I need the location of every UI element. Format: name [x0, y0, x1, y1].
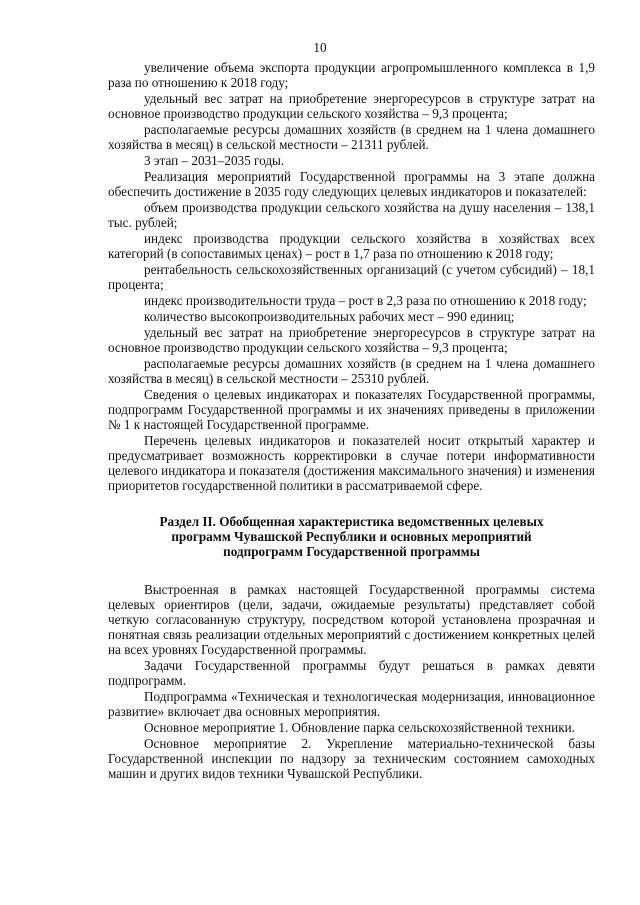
paragraph: объем производства продукции сельского хозяйства на душу населения – 138,1 тыс. рублей;: [108, 200, 595, 230]
paragraph: располагаемые ресурсы домашних хозяйств (в среднем на 1 члена домашнего хозяйства в месяц) в сельской местности – 21311 рублей.: [108, 122, 595, 152]
section-heading-line: программ Чувашской Республики и основных мероприятий: [171, 529, 532, 544]
paragraph: 3 этап – 2031–2035 годы.: [144, 153, 285, 168]
page-number: 10: [313, 40, 327, 55]
paragraph: располагаемые ресурсы домашних хозяйств (в среднем на 1 члена домашнего хозяйства в месяц) в сельской местности – 25310 рублей.: [108, 356, 595, 386]
paragraph: Подпрограмма «Техническая и технологическая модернизация, инновационное развитие» включает два основных мероприятия.: [108, 689, 595, 719]
paragraph: Основное мероприятие 2. Укрепление материально-технической базы Государственной инспекции по надзору за техническим состоянием самоходных машин и других видов техники Чувашской Республики.: [108, 736, 595, 781]
paragraph: индекс производства продукции сельского хозяйства в хозяйствах всех категорий (в сопоставимых ценах) – рост в 1,7 раза по отношению к 2018 году;: [108, 231, 595, 261]
section-heading-line: Раздел II. Обобщенная характеристика ведомственных целевых: [159, 514, 544, 529]
paragraph: Перечень целевых индикаторов и показателей носит открытый характер и предусматривает возможность корректировки в случае потери информативности целевого индикатора и показателя (достижения максимального значения) и изменения приоритетов государственной политики в рассматриваемой сфере.: [108, 433, 595, 493]
section-heading: [108, 514, 595, 559]
paragraph: Сведения о целевых индикаторах и показателях Государственной программы, подпрограмм Государственной программы и их значениях приведены в приложении № 1 к настоящей Государственной программе.: [108, 387, 595, 432]
paragraph: Задачи Государственной программы будут решаться в рамках девяти подпрограмм.: [108, 658, 595, 688]
paragraph: количество высокопроизводительных рабочих мест – 990 единиц;: [144, 309, 515, 324]
paragraph: рентабельность сельскохозяйственных организаций (с учетом субсидий) – 18,1 процента;: [108, 262, 595, 292]
paragraph: Реализация мероприятий Государственной программы на 3 этапе должна обеспечить достижение в 2035 году следующих целевых индикаторов и показателей:: [108, 169, 595, 199]
paragraph: удельный вес затрат на приобретение энергоресурсов в структуре затрат на основное производство продукции сельского хозяйства – 9,3 процента;: [108, 325, 595, 355]
paragraph: индекс производительности труда – рост в 2,3 раза по отношению к 2018 году;: [144, 293, 587, 308]
paragraph: Выстроенная в рамках настоящей Государственной программы система целевых ориентиров (цели, задачи, ожидаемые результаты) представляет собой четкую согласованную структуру, посредством которой установлена прозрачная и понятная связь реализации отдельных мероприятий с достижением конкретных целей на всех уровнях Государственной программы.: [108, 582, 595, 657]
paragraph: Основное мероприятие 1. Обновление парка сельскохозяйственной техники.: [144, 720, 575, 735]
section-heading-line: подпрограмм Государственной программы: [223, 544, 480, 559]
paragraph: удельный вес затрат на приобретение энергоресурсов в структуре затрат на основное производство продукции сельского хозяйства – 9,3 процента;: [108, 91, 595, 121]
page-body: [108, 60, 595, 782]
paragraph: увеличение объема экспорта продукции агропромышленного комплекса в 1,9 раза по отношению к 2018 году;: [108, 60, 595, 90]
